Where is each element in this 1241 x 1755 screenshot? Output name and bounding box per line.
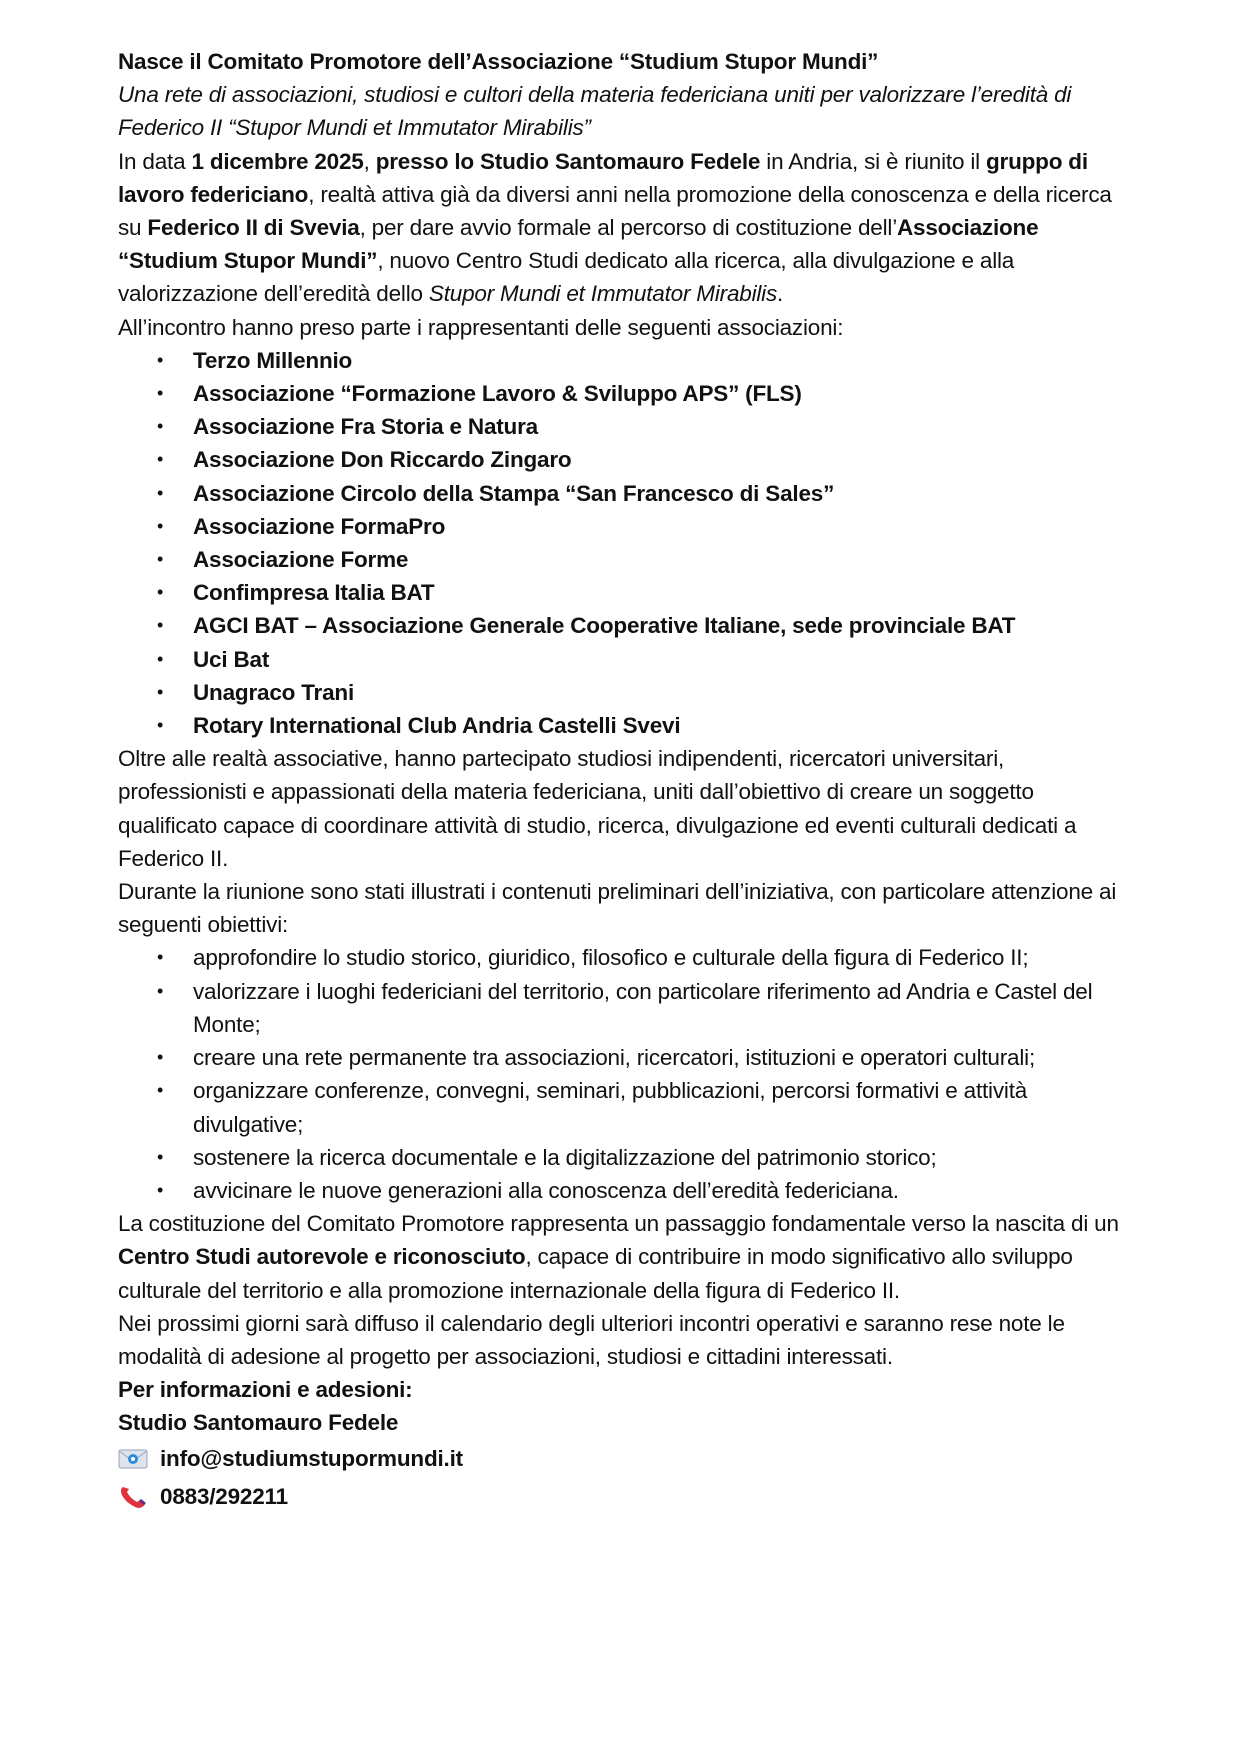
intro-text: in Andria, si è riunito il — [760, 148, 986, 174]
list-item: • Associazione Forme — [193, 543, 1128, 576]
intro-text: In data — [118, 148, 192, 174]
working-group: gruppo di lavoro federiciano — [118, 148, 1088, 207]
intro-text: , nuovo Centro Studi dedicato alla ricerca, alla divulgazione e alla valorizzazione dell’eredità dello — [118, 248, 1015, 307]
list-item: • Associazione Don Riccardo Zingaro — [193, 443, 1128, 476]
conclusion-text: La costituzione del Comitato Promotore rappresenta un passaggio fondamentale verso la nascita di un — [118, 1211, 1119, 1237]
objectives-intro: Durante la riunione sono stati illustrati i contenuti preliminari dell’iniziativa, con particolare attenzione ai seguenti obiettivi: — [118, 879, 1117, 938]
document-title: Nasce il Comitato Promotore dell’Associazione “Studium Stupor Mundi” — [118, 49, 879, 74]
association-name: Associazione “Studium Stupor Mundi” — [118, 215, 1039, 274]
list-item: • Associazione Fra Storia e Natura — [193, 410, 1128, 443]
list-item: • Associazione FormaPro — [193, 510, 1128, 543]
list-item: • Confimpresa Italia BAT — [193, 576, 1128, 609]
list-item: • Associazione “Formazione Lavoro & Sviluppo APS” (FLS) — [193, 377, 1128, 410]
conclusion-text: , capace di contribuire in modo significativo allo sviluppo culturale del territorio e alla promozione internazionale della figura di Federico II. — [118, 1244, 1073, 1303]
intro-text: , per dare avvio formale al percorso di costituzione dell’ — [359, 215, 897, 241]
list-item: • Terzo Millennio — [193, 344, 1128, 377]
list-item: • approfondire lo studio storico, giuridico, filosofico e culturale della figura di Federico II; — [193, 941, 1128, 974]
intro-text: . — [777, 281, 784, 307]
others-paragraph: Oltre alle realtà associative, hanno partecipato studiosi indipendenti, ricercatori universitari, professionisti e appassionati della materia federiciana, uniti dall’obiettivo di creare un soggetto qualificato capace di coordinare attività di studio, ricerca, divulgazione ed eventi culturali dedicati a Federico II. — [118, 746, 1077, 871]
list-item: • Uci Bat — [193, 643, 1128, 676]
objectives-list — [118, 941, 1128, 1207]
list-item: • creare una rete permanente tra associazioni, ricercatori, istituzioni e operatori culturali; — [193, 1041, 1128, 1074]
intro-text: , realtà attiva già da diversi anni nella promozione della conoscenza e della ricerca su — [118, 181, 1112, 241]
list-item: • sostenere la ricerca documentale e la digitalizzazione del patrimonio storico; — [193, 1141, 1128, 1174]
meeting-location: presso lo Studio Santomauro Fedele — [375, 148, 761, 174]
meeting-date: 1 dicembre 2025 — [191, 148, 364, 174]
phone-link[interactable]: 0883/292211 — [160, 1483, 288, 1509]
conclusion-paragraph — [118, 1207, 1128, 1307]
envelope-icon — [118, 1447, 148, 1471]
list-item: • avvicinare le nuove generazioni alla conoscenza dell’eredità federiciana. — [193, 1174, 1128, 1207]
intro-paragraph — [118, 145, 1128, 311]
federico-ii: Federico II di Svevia — [147, 215, 360, 241]
document-subtitle: Una rete di associazioni, studiosi e cultori della materia federiciana uniti per valorizzare l’eredità di Federico II “Stupor Mundi et Immutator Mirabilis” — [118, 82, 1072, 141]
contact-heading: Per informazioni e adesioni: — [118, 1377, 413, 1403]
associations-list — [118, 344, 1128, 742]
list-item: • Unagraco Trani — [193, 676, 1128, 709]
contact-email-row — [118, 1440, 1128, 1478]
contact-phone-row — [118, 1478, 1128, 1516]
contact-org: Studio Santomauro Fedele — [118, 1410, 399, 1436]
document-page — [118, 45, 1128, 1516]
participants-intro: All’incontro hanno preso parte i rappresentanti delle seguenti associazioni: — [118, 314, 844, 340]
list-item: • valorizzare i luoghi federiciani del territorio, con particolare riferimento ad Andria e Castel del Monte; — [193, 975, 1128, 1041]
intro-text: , — [363, 148, 376, 174]
phone-icon — [118, 1485, 148, 1509]
list-item: • organizzare conferenze, convegni, seminari, pubblicazioni, percorsi formativi e attività divulgative; — [193, 1074, 1128, 1140]
list-item: • Associazione Circolo della Stampa “San Francesco di Sales” — [193, 477, 1128, 510]
email-link[interactable]: info@studiumstupormundi.it — [160, 1445, 463, 1471]
next-steps-paragraph: Nei prossimi giorni sarà diffuso il calendario degli ulteriori incontri operativi e saranno rese note le modalità di adesione al progetto per associazioni, studiosi e cittadini interessati. — [118, 1310, 1065, 1369]
centro-studi: Centro Studi autorevole e riconosciuto — [118, 1244, 526, 1270]
list-item: • Rotary International Club Andria Castelli Svevi — [193, 709, 1128, 742]
stupor-mundi: Stupor Mundi et Immutator Mirabilis — [428, 281, 778, 307]
list-item: • AGCI BAT – Associazione Generale Cooperative Italiane, sede provinciale BAT — [193, 609, 1128, 642]
